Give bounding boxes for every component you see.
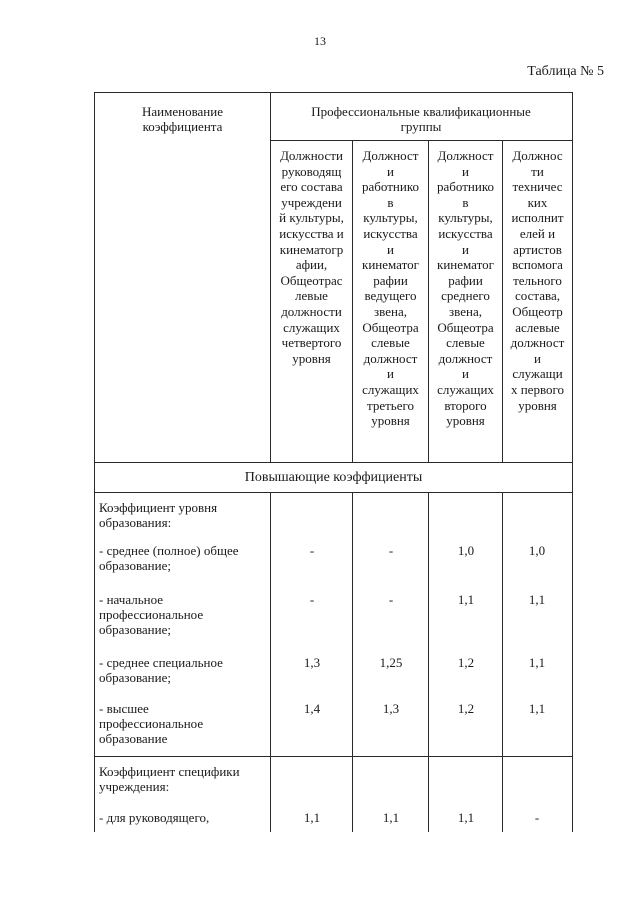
- row-label: - среднее (полное) общее образование;: [99, 543, 239, 573]
- cell-value: 1,0: [457, 543, 475, 558]
- cell-value: -: [388, 543, 394, 558]
- cell-value: 1,0: [528, 543, 546, 558]
- cell-value: 1,1: [457, 810, 475, 825]
- grid-line-group: [270, 140, 573, 141]
- header-group-title: Профессиональные квалификационные группы: [311, 104, 531, 134]
- column-header-1: Должности руководящ его состава учреждени й культуры, искусства и кинематогр афии, Общеотрас левые должности служащих четвертого уровня: [279, 148, 344, 366]
- cell-value: 1,4: [303, 701, 321, 716]
- header-name-column: Наименование коэффициента: [142, 104, 223, 134]
- column-header-4: Должнос ти техничес ких исполнит елей и артистов вспомога тельного состава, Общеотр аслевые должност и служащи х первого уровня: [510, 148, 565, 413]
- cell-value: -: [309, 592, 315, 607]
- cell-value: 1,2: [457, 701, 475, 716]
- cell-value: -: [309, 543, 315, 558]
- grid-line-left: [94, 92, 95, 832]
- row-label: Коэффициент специфики учреждения:: [99, 764, 240, 794]
- row-label: - для руководящего,: [99, 810, 210, 825]
- column-header-2: Должност и работнико в культуры, искусства и кинематог рафии ведущего звена, Общеотра слевые должност и служащих третьего уровня: [362, 148, 419, 429]
- cell-value: 1,2: [457, 655, 475, 670]
- column-header-3: Должност и работнико в культуры, искусства и кинематог рафии среднего звена, Общеотра слевые должност и служащих второго уровня: [437, 148, 494, 429]
- section-title: Повышающие коэффициенты: [244, 470, 423, 485]
- cell-value: 1,1: [528, 592, 546, 607]
- cell-value: -: [388, 592, 394, 607]
- cell-value: 1,3: [303, 655, 321, 670]
- cell-value: 1,1: [528, 701, 546, 716]
- cell-value: 1,1: [457, 592, 475, 607]
- page-number: 13: [314, 34, 326, 48]
- cell-value: 1,25: [379, 655, 403, 670]
- grid-line-top: [94, 92, 573, 93]
- grid-line-col1-body: [270, 492, 271, 832]
- cell-value: 1,3: [382, 701, 400, 716]
- cell-value: 1,1: [303, 810, 321, 825]
- row-label: - среднее специальное образование;: [99, 655, 223, 685]
- cell-value: 1,1: [382, 810, 400, 825]
- grid-line-right: [572, 92, 573, 832]
- row-label: Коэффициент уровня образования:: [99, 500, 218, 530]
- table-title: Таблица № 5: [527, 64, 604, 79]
- cell-value: 1,1: [528, 655, 546, 670]
- cell-value: -: [534, 810, 540, 825]
- grid-line-header-bottom: [94, 462, 573, 463]
- row-label: - начальное профессиональное образование;: [99, 592, 204, 637]
- row-label: - высшее профессиональное образование: [99, 701, 204, 746]
